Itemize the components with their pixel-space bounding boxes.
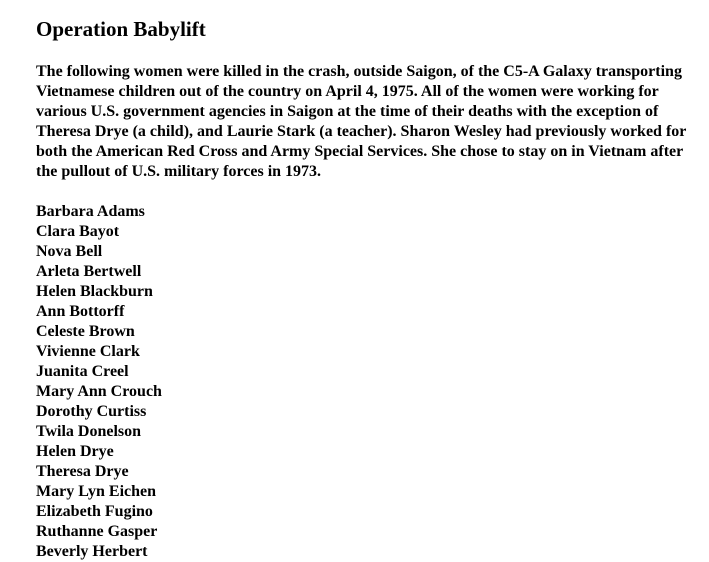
list-item: Helen Drye: [36, 443, 114, 460]
list-item: Theresa Drye: [36, 463, 129, 480]
names-list: [36, 202, 689, 562]
list-item: Mary Lyn Eichen: [36, 483, 157, 500]
list-item: Elizabeth Fugino: [36, 503, 153, 520]
list-item: Barbara Adams: [36, 203, 145, 220]
intro-paragraph: The following women were killed in the crash, outside Saigon, of the C5-A Galaxy transporting Vietnamese children out of the country on April 4, 1975. All of the women were working for various U.S. government agencies in Saigon at the time of their deaths with the exception of Theresa Drye (a child), and Laurie Stark (a teacher). Sharon Wesley had previously worked for both the American Red Cross and Army Special Services. She chose to stay on in Vietnam after the pullout of U.S. military forces in 1973.: [36, 63, 687, 180]
list-item: Ann Bottorff: [36, 303, 125, 320]
list-item: Arleta Bertwell: [36, 263, 142, 280]
list-item: Nova Bell: [36, 243, 103, 260]
list-item: Helen Blackburn: [36, 283, 153, 300]
list-item: Juanita Creel: [36, 363, 129, 380]
list-item: Clara Bayot: [36, 223, 120, 240]
list-item: Celeste Brown: [36, 323, 135, 340]
list-item: Mary Ann Crouch: [36, 383, 162, 400]
list-item: Dorothy Curtiss: [36, 403, 147, 420]
list-item: Vivienne Clark: [36, 343, 140, 360]
page-title: Operation Babylift: [36, 17, 206, 41]
list-item: Beverly Herbert: [36, 543, 148, 560]
list-item: Ruthanne Gasper: [36, 523, 158, 540]
list-item: Twila Donelson: [36, 423, 142, 440]
